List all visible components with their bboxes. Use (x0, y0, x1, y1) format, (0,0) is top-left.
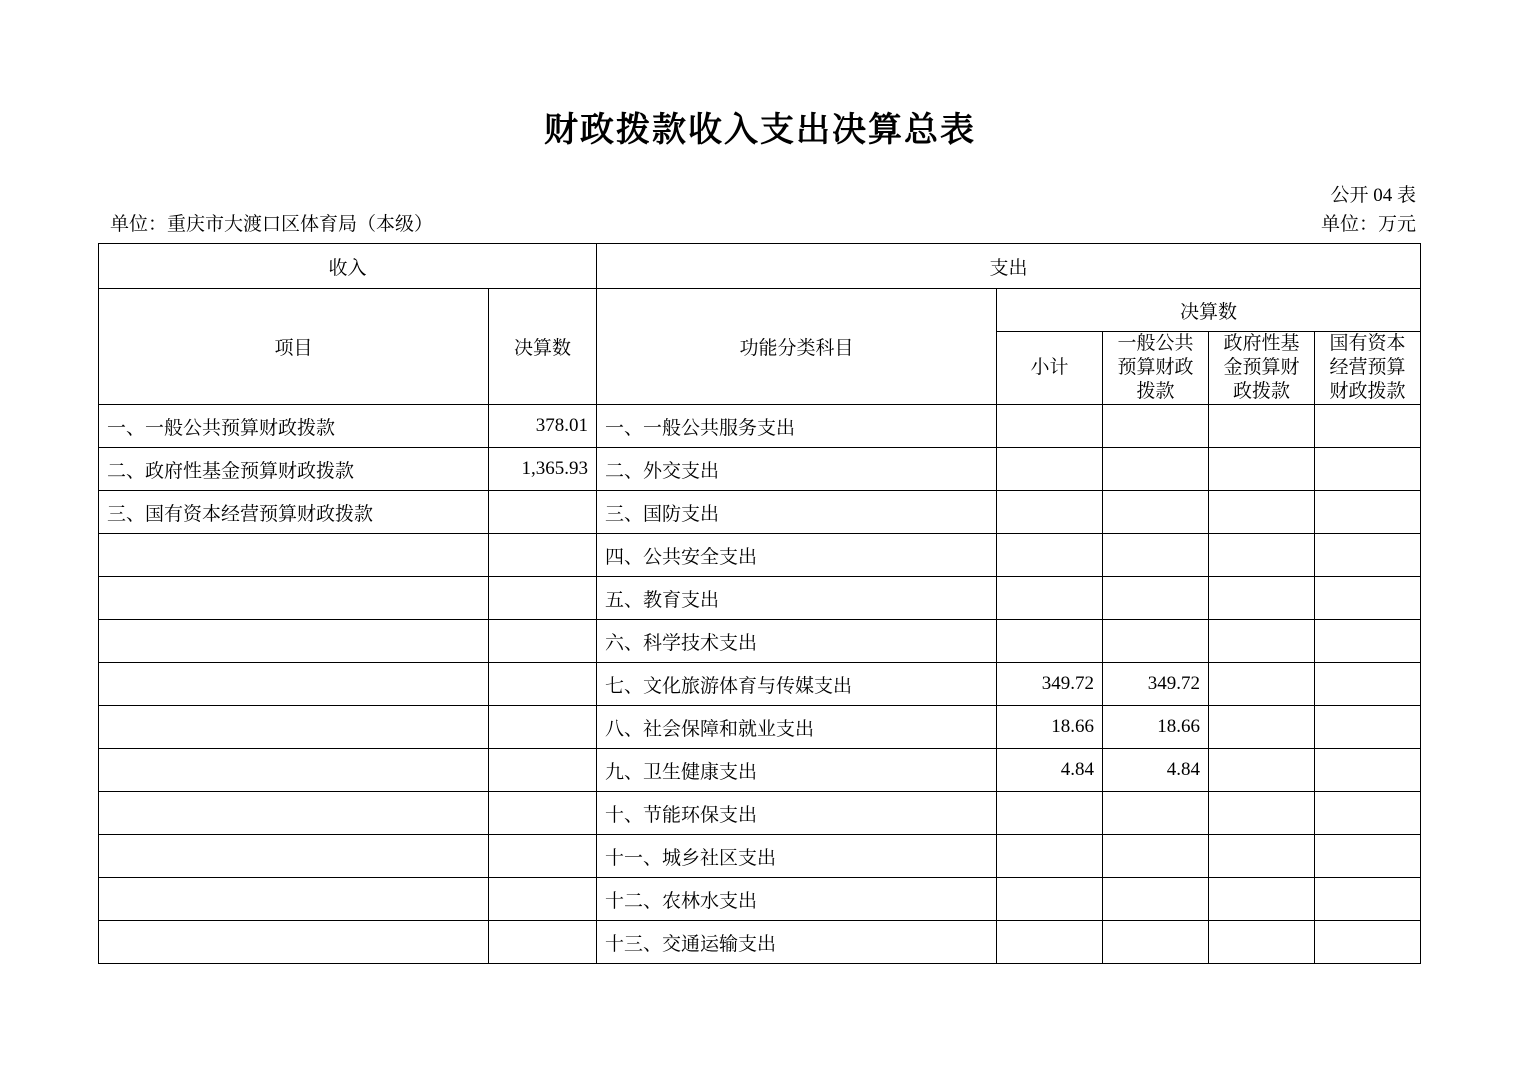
unit-name: 单位：重庆市大渡口区体育局（本级） (110, 214, 434, 235)
income-item (99, 663, 489, 706)
income-item (99, 577, 489, 620)
expenditure-subtotal (997, 921, 1103, 964)
expenditure-general: 349.72 (1103, 663, 1209, 706)
expenditure-state (1315, 878, 1421, 921)
expenditure-subtotal (997, 878, 1103, 921)
income-amount (489, 835, 597, 878)
expenditure-subtotal: 349.72 (997, 663, 1103, 706)
table-row (99, 491, 1421, 534)
header-income-amount: 决算数 (489, 289, 597, 405)
expenditure-subtotal (997, 835, 1103, 878)
expenditure-subject: 六、科学技术支出 (597, 620, 997, 663)
table-subheader-row-1 (99, 289, 1421, 332)
expenditure-subject: 二、外交支出 (597, 448, 997, 491)
income-amount: 1,365.93 (489, 448, 597, 491)
expenditure-state (1315, 835, 1421, 878)
table-row (99, 577, 1421, 620)
expenditure-fund (1209, 878, 1315, 921)
expenditure-state (1315, 448, 1421, 491)
header-function-subject: 功能分类科目 (597, 289, 997, 405)
header-decision-total: 决算数 (997, 289, 1421, 332)
table-row (99, 878, 1421, 921)
table-row (99, 921, 1421, 964)
expenditure-general (1103, 491, 1209, 534)
income-amount (489, 577, 597, 620)
expenditure-subject: 五、教育支出 (597, 577, 997, 620)
expenditure-fund (1209, 835, 1315, 878)
table-row (99, 448, 1421, 491)
header-income-item: 项目 (99, 289, 489, 405)
expenditure-subject: 七、文化旅游体育与传媒支出 (597, 663, 997, 706)
table-body (99, 405, 1421, 964)
income-item (99, 878, 489, 921)
header-general-public-budget: 一般公共预算财政拨款 (1103, 332, 1209, 405)
expenditure-subject: 九、卫生健康支出 (597, 749, 997, 792)
expenditure-subject: 八、社会保障和就业支出 (597, 706, 997, 749)
expenditure-subtotal: 18.66 (997, 706, 1103, 749)
expenditure-state (1315, 620, 1421, 663)
expenditure-general (1103, 405, 1209, 448)
expenditure-state (1315, 792, 1421, 835)
expenditure-state (1315, 921, 1421, 964)
income-amount (489, 921, 597, 964)
expenditure-fund (1209, 448, 1315, 491)
expenditure-subtotal: 4.84 (997, 749, 1103, 792)
income-amount (489, 534, 597, 577)
expenditure-state (1315, 405, 1421, 448)
income-amount (489, 749, 597, 792)
expenditure-fund (1209, 405, 1315, 448)
income-amount (489, 663, 597, 706)
expenditure-subject: 三、国防支出 (597, 491, 997, 534)
expenditure-general (1103, 620, 1209, 663)
income-item: 二、政府性基金预算财政拨款 (99, 448, 489, 491)
budget-table (98, 243, 1421, 964)
expenditure-subtotal (997, 491, 1103, 534)
expenditure-general (1103, 792, 1209, 835)
expenditure-fund (1209, 491, 1315, 534)
expenditure-subject: 十一、城乡社区支出 (597, 835, 997, 878)
income-item (99, 749, 489, 792)
expenditure-state (1315, 577, 1421, 620)
expenditure-fund (1209, 534, 1315, 577)
income-item (99, 534, 489, 577)
expenditure-general (1103, 534, 1209, 577)
expenditure-general (1103, 448, 1209, 491)
table-group-header-row (99, 244, 1421, 289)
table-row (99, 620, 1421, 663)
expenditure-subtotal (997, 405, 1103, 448)
expenditure-subject: 四、公共安全支出 (597, 534, 997, 577)
expenditure-state (1315, 491, 1421, 534)
table-row (99, 706, 1421, 749)
expenditure-subtotal (997, 620, 1103, 663)
expenditure-subtotal (997, 448, 1103, 491)
income-amount (489, 620, 597, 663)
expenditure-fund (1209, 792, 1315, 835)
meta-right-block (1321, 181, 1416, 239)
income-amount (489, 878, 597, 921)
income-amount: 378.01 (489, 405, 597, 448)
expenditure-fund (1209, 577, 1315, 620)
income-item (99, 792, 489, 835)
expenditure-state (1315, 663, 1421, 706)
expenditure-general (1103, 878, 1209, 921)
income-item (99, 620, 489, 663)
expenditure-general: 4.84 (1103, 749, 1209, 792)
expenditure-fund (1209, 921, 1315, 964)
expenditure-fund (1209, 749, 1315, 792)
expenditure-subtotal (997, 534, 1103, 577)
document-meta (0, 181, 1520, 237)
table-row (99, 792, 1421, 835)
income-amount (489, 792, 597, 835)
expenditure-general: 18.66 (1103, 706, 1209, 749)
expenditure-state (1315, 706, 1421, 749)
form-code: 公开 04 表 (1330, 185, 1416, 206)
header-subtotal: 小计 (997, 332, 1103, 405)
expenditure-state (1315, 534, 1421, 577)
income-item (99, 706, 489, 749)
header-state-capital-budget: 国有资本经营预算财政拨款 (1315, 332, 1421, 405)
income-item (99, 921, 489, 964)
income-amount (489, 491, 597, 534)
table-row (99, 835, 1421, 878)
expenditure-subject: 十二、农林水支出 (597, 878, 997, 921)
income-item: 一、一般公共预算财政拨款 (99, 405, 489, 448)
expenditure-state (1315, 749, 1421, 792)
header-expenditure-group: 支出 (597, 244, 1421, 289)
expenditure-fund (1209, 663, 1315, 706)
header-government-fund-budget: 政府性基金预算财政拨款 (1209, 332, 1315, 405)
table-row (99, 663, 1421, 706)
expenditure-fund (1209, 706, 1315, 749)
expenditure-subject: 一、一般公共服务支出 (597, 405, 997, 448)
table-row (99, 534, 1421, 577)
header-income-group: 收入 (99, 244, 597, 289)
expenditure-subtotal (997, 792, 1103, 835)
expenditure-general (1103, 577, 1209, 620)
table-row (99, 405, 1421, 448)
expenditure-subtotal (997, 577, 1103, 620)
expenditure-fund (1209, 620, 1315, 663)
table-row (99, 749, 1421, 792)
income-item: 三、国有资本经营预算财政拨款 (99, 491, 489, 534)
currency-unit: 单位：万元 (1320, 214, 1416, 235)
income-amount (489, 706, 597, 749)
expenditure-general (1103, 921, 1209, 964)
page-title: 财政拨款收入支出决算总表 (544, 111, 976, 149)
expenditure-subject: 十三、交通运输支出 (597, 921, 997, 964)
expenditure-subject: 十、节能环保支出 (597, 792, 997, 835)
expenditure-general (1103, 835, 1209, 878)
income-item (99, 835, 489, 878)
